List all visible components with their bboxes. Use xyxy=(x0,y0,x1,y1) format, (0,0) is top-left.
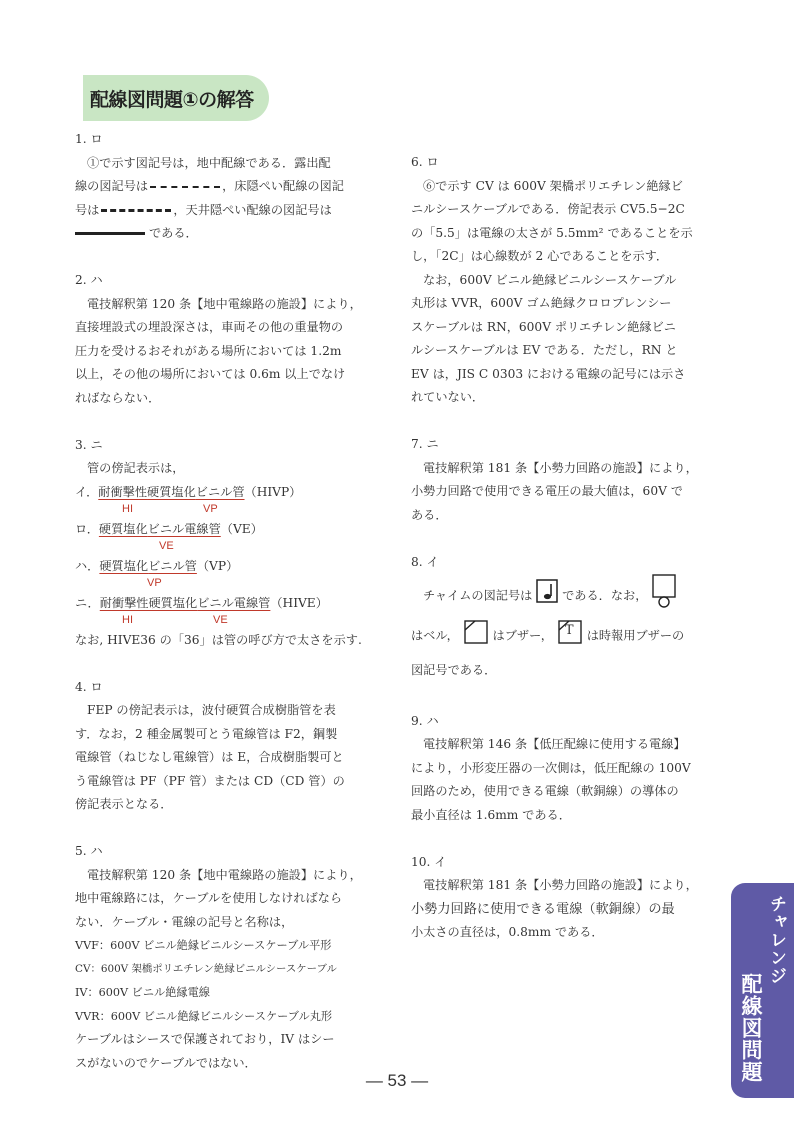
q7-line: ある． xyxy=(411,507,448,522)
q10-line: 小勢力回路に使用できる電線（軟銅線）の最 xyxy=(411,901,675,917)
q1-line: ①で示す図記号は，地中配線である．露出配 xyxy=(87,155,331,170)
abbr-label: VE xyxy=(159,540,174,552)
q4-line: 傍記表示となる． xyxy=(75,797,173,811)
chapter-side-tab[interactable] xyxy=(731,883,794,1098)
q4-line: う電線管は PF（PF 管）または CD（CD 管）の xyxy=(75,773,345,788)
q5-line: VVF：600V ビニル絶縁ビニルシースケーブル平形 xyxy=(75,939,332,952)
q6-line: なお，600V ビニル絶縁ビニルシースケーブル xyxy=(423,272,677,287)
abbr-label: VE xyxy=(213,614,228,626)
q3-intro: 管の傍記表示は， xyxy=(87,461,185,475)
q6-line: 丸形は VVR，600V ゴム絶縁クロロプレンシー xyxy=(411,296,672,310)
q3-header: 3. ニ xyxy=(75,437,103,452)
q6-line: ⑥で示す CV は 600V 架橋ポリエチレン絶縁ビ xyxy=(423,178,683,193)
q8-line: 図記号である． xyxy=(411,663,497,677)
q1-line: である． xyxy=(75,222,375,246)
q3-option-i: イ．耐衝撃性硬質塩化ビニル管（HIVP） xyxy=(75,484,302,499)
q6-line: し，「2C」は心線数が 2 心であることを示す． xyxy=(411,249,669,263)
q6-line: の「5.5」は電線の太さが 5.5mm² であることを示 xyxy=(411,225,693,240)
q5-line: 電技解釈第 120 条【地中電線路の施設】により， xyxy=(87,867,362,882)
q5-line: スがないのでケーブルではない． xyxy=(75,1055,257,1070)
q5-line: ない．ケーブル・電線の記号と名称は， xyxy=(75,914,294,929)
abbr-label: HI xyxy=(122,614,133,626)
q9-line: 電技解釈第 146 条【低圧配線に使用する電線】 xyxy=(423,737,686,751)
q10-header: 10. イ xyxy=(411,854,447,869)
q5-line: ケーブルはシースで保護されており，IV はシー xyxy=(75,1032,335,1046)
section-title: 配線図問題①の解答 xyxy=(90,89,254,111)
abbr-label: VP xyxy=(147,577,162,589)
q6-line: スケーブルは RN，600V ポリエチレン絶縁ビニ xyxy=(411,319,676,334)
buzzer-symbol-icon xyxy=(463,618,489,654)
q5-header: 5. ハ xyxy=(75,844,103,858)
q7-line: 電技解釈第 181 条【小勢力回路の施設】により， xyxy=(423,460,698,475)
q3-option-ni: ニ．耐衝撃性硬質塩化ビニル電線管（HIVE） xyxy=(75,595,328,610)
chime-symbol-icon xyxy=(536,579,558,613)
ceiling-concealed-wiring-symbol xyxy=(75,232,145,235)
side-tab-label-1: チャレンジ xyxy=(766,895,786,985)
q8-header: 8. イ xyxy=(411,554,439,569)
page-number: ― 53 ― xyxy=(365,1071,429,1090)
q4-header: 4. ロ xyxy=(75,679,103,694)
q6-line: ニルシースケーブルである．傍記表示 CV5.5−2C xyxy=(411,202,685,216)
q2-line: 以上，その他の場所においては 0.6m 以上でなけ xyxy=(75,367,346,381)
q3-note: なお, HIVE36 の「36」は管の呼び方で太さを示す. xyxy=(75,632,362,647)
left-column xyxy=(75,128,375,1075)
q9-line: 回路のため，使用できる電線（軟銅線）の導体の xyxy=(411,784,679,798)
q8-line: はベル， はブザー， T は時報用ブザーの xyxy=(411,618,711,654)
q5-line: 地中電線路には，ケーブルを使用しなければなら xyxy=(75,891,343,905)
q8-line: チャイムの図記号は である．なお， xyxy=(411,574,711,618)
q6-line: ルシースケーブルは EV である．ただし，RN と xyxy=(411,343,678,357)
exposed-wiring-symbol xyxy=(150,186,220,188)
right-column xyxy=(411,151,711,945)
q1-line: 号は ，天井隠ぺい配線の図記号は xyxy=(75,202,332,217)
q4-line: FEP の傍記表示は，波付硬質合成樹脂管を表 xyxy=(87,703,336,717)
side-tab-label-2: 配線図問題 xyxy=(739,973,763,1083)
q7-line: 小勢力回路で使用できる電圧の最大値は，60V で xyxy=(411,484,683,498)
q6-line: れていない． xyxy=(411,390,485,404)
section-title-band xyxy=(83,75,269,121)
bell-symbol-icon xyxy=(651,574,677,618)
q9-header: 9. ハ xyxy=(411,713,439,728)
q4-line: 電線管（ねじなし電線管）は E，合成樹脂製可と xyxy=(75,750,344,764)
q2-line: 直接埋設式の埋設深さは，車両その他の重量物の xyxy=(75,320,344,334)
q2-line: 圧力を受けるおそれがある場所においては 1.2m xyxy=(75,343,342,358)
q10-line: 電技解釈第 181 条【小勢力回路の施設】により， xyxy=(423,878,698,892)
abbr-label: VP xyxy=(203,503,218,515)
q2-line: ればならない． xyxy=(75,390,161,405)
q4-line: す．なお，2 種金属製可とう電線管は F2，鋼製 xyxy=(75,726,338,741)
q6-header: 6. ロ xyxy=(411,155,439,169)
q3-option-ro: ロ．硬質塩化ビニル電線管（VE） xyxy=(75,521,263,536)
q2-line: 電技解釈第 120 条【地中電線路の施設】により， xyxy=(87,296,362,311)
abbr-label: HI xyxy=(122,503,133,515)
q10-line: 小太さの直径は，0.8mm である． xyxy=(411,925,604,939)
floor-concealed-wiring-symbol xyxy=(101,209,171,212)
q1-header: 1. ロ xyxy=(75,132,103,146)
q9-line: により，小形変圧器の一次側は，低圧配線の 100V xyxy=(411,760,691,775)
q9-line: 最小直径は 1.6mm である． xyxy=(411,807,571,822)
q3-option-ha: ハ．硬質塩化ビニル管（VP） xyxy=(75,558,239,573)
q5-line: VVR：600V ビニル絶縁ビニルシースケーブル丸形 xyxy=(75,1009,333,1023)
time-signal-buzzer-symbol-icon: T xyxy=(557,618,583,654)
q2-header: 2. ハ xyxy=(75,273,103,287)
q7-header: 7. ニ xyxy=(411,437,439,451)
q5-line: IV：600V ビニル絶縁電線 xyxy=(75,986,210,999)
q6-line: EV は，JIS C 0303 における電線の記号には示さ xyxy=(411,366,686,381)
q5-line: CV：600V 架橋ポリエチレン絶縁ビニルシースケーブル xyxy=(75,962,337,975)
q1-line: 線の図記号は ，床隠ぺい配線の図記 xyxy=(75,179,344,193)
